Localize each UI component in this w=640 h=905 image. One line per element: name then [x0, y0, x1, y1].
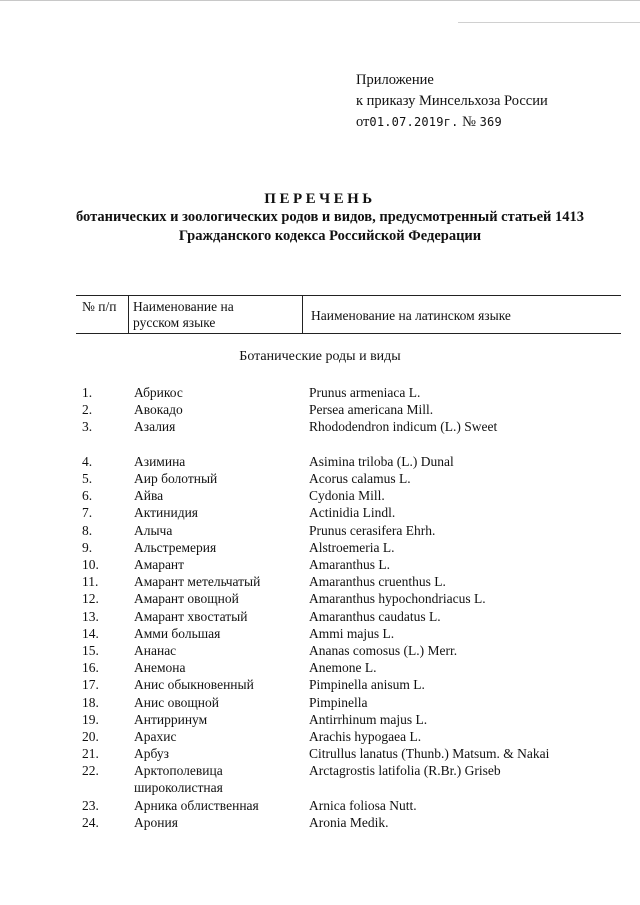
table-row	[0, 676, 640, 693]
row-number: 22.	[82, 763, 99, 779]
row-number: 20.	[82, 728, 99, 744]
row-number: 2.	[82, 402, 93, 418]
row-number: 8.	[82, 522, 93, 538]
row-russian-name: Арника облиственная	[134, 797, 259, 813]
header-ru-label: Наименование на русском языке	[133, 299, 234, 330]
row-latin-name: Citrullus lanatus (Thunb.) Matsum. & Nakai	[309, 746, 550, 762]
section-title: Ботанические роды и виды	[239, 349, 401, 364]
row-number: 4.	[82, 453, 93, 469]
header-num-label: № п/п	[82, 299, 117, 314]
appendix-date-line	[356, 112, 548, 133]
row-russian-name: Актинидия	[134, 505, 199, 521]
row-number: 6.	[82, 488, 93, 504]
table-row	[0, 745, 640, 762]
row-russian-name: Амарант овощной	[134, 591, 239, 607]
appendix-number: 369	[479, 115, 502, 129]
document-subtitle: ботанических и зоологических родов и видов, предусмотренный статьей 1413 Гражданского кодекса Российской Федерации	[75, 209, 584, 244]
header-cell-lat	[303, 296, 621, 333]
row-russian-name: Амарант хвостатый	[134, 608, 248, 624]
row-number: 15.	[82, 642, 99, 658]
row-russian-name: Амми большая	[134, 625, 221, 641]
header-cell-ru	[129, 296, 303, 333]
row-number: 17.	[82, 677, 99, 693]
row-latin-name: Acorus calamus L.	[309, 471, 411, 487]
row-russian-name: Анемона	[134, 660, 186, 676]
row-latin-name: Actinidia Lindl.	[309, 505, 396, 521]
row-latin-name: Persea americana Mill.	[309, 402, 434, 418]
row-latin-name: Amaranthus hypochondriacus L.	[309, 591, 486, 607]
row-russian-name: Анис овощной	[134, 694, 219, 710]
row-russian-name: Альстремерия	[134, 539, 217, 555]
row-latin-name: Asimina triloba (L.) Dunal	[309, 453, 454, 469]
row-latin-name: Arnica foliosa Nutt.	[309, 797, 417, 813]
appendix-date-prefix: от	[356, 114, 370, 130]
row-latin-name: Amaranthus L.	[309, 557, 390, 572]
row-russian-name: Амарант метельчатый	[134, 574, 261, 590]
table-row	[0, 573, 640, 590]
row-latin-name: Arctagrostis latifolia (R.Br.) Griseb	[309, 763, 501, 779]
appendix-order-ref: к приказу Минсельхоза России	[356, 93, 548, 109]
table-row	[0, 694, 640, 711]
table-row	[0, 418, 640, 453]
row-number: 13.	[82, 608, 99, 624]
table-row	[0, 625, 640, 642]
scan-stamp-line	[458, 22, 640, 23]
appendix-date: 01.07.2019г.	[369, 115, 459, 129]
table-row	[0, 797, 640, 814]
table-row	[0, 728, 640, 745]
row-russian-name: Ананас	[134, 642, 177, 658]
table-row	[0, 814, 640, 831]
table-row	[0, 539, 640, 556]
row-russian-name: Антирринум	[134, 711, 208, 727]
row-latin-name: Antirrhinum majus L.	[309, 711, 428, 727]
table-row	[0, 522, 640, 539]
row-number: 1.	[82, 385, 93, 400]
row-number: 18.	[82, 694, 99, 710]
row-number: 21.	[82, 746, 99, 762]
table-row	[0, 470, 640, 487]
row-latin-name: Ammi majus L.	[309, 625, 395, 641]
table-row	[0, 659, 640, 676]
row-russian-name: Алыча	[134, 522, 173, 538]
table-row	[0, 762, 640, 797]
table-row	[0, 556, 640, 573]
row-number: 7.	[82, 505, 93, 521]
row-latin-name: Pimpinella	[309, 694, 368, 710]
row-latin-name: Ananas comosus (L.) Merr.	[309, 642, 458, 658]
row-number: 10.	[82, 557, 99, 572]
row-latin-name: Arachis hypogaea L.	[309, 728, 422, 744]
row-russian-name: Амарант	[134, 557, 185, 572]
row-latin-name: Anemone L.	[309, 660, 377, 676]
header-lat-label: Наименование на латинском языке	[311, 308, 511, 323]
row-latin-name: Cydonia Mill.	[309, 488, 385, 504]
appendix-block	[356, 70, 548, 133]
row-latin-name: Amaranthus caudatus L.	[309, 608, 441, 624]
table-row	[0, 642, 640, 659]
table-row	[0, 453, 640, 470]
appendix-number-sign: №	[462, 114, 476, 130]
row-latin-name: Prunus armeniaca L.	[309, 385, 421, 400]
species-list	[0, 384, 640, 831]
header-cell-num	[76, 296, 129, 333]
row-number: 5.	[82, 471, 93, 487]
row-number: 3.	[82, 419, 93, 435]
row-russian-name: Арония	[134, 814, 178, 830]
table-header	[76, 295, 621, 334]
row-number: 16.	[82, 660, 99, 676]
row-latin-name: Pimpinella anisum L.	[309, 677, 425, 693]
table-row	[0, 401, 640, 418]
row-latin-name: Rhododendron indicum (L.) Sweet	[309, 419, 498, 435]
table-row	[0, 384, 640, 401]
row-number: 19.	[82, 711, 99, 727]
document-title: ПЕРЕЧЕНЬ	[264, 191, 376, 207]
appendix-label: Приложение	[356, 72, 434, 88]
row-latin-name: Aronia Medik.	[309, 814, 389, 830]
row-number: 9.	[82, 539, 93, 555]
row-russian-name: Арбуз	[134, 746, 169, 762]
row-russian-name: Авокадо	[134, 402, 183, 418]
table-row	[0, 590, 640, 607]
row-number: 11.	[82, 574, 99, 590]
table-row	[0, 504, 640, 521]
table-row	[0, 487, 640, 504]
row-number: 24.	[82, 814, 99, 830]
row-russian-name: Азалия	[134, 419, 176, 435]
row-russian-name: Азимина	[134, 453, 186, 469]
table-row	[0, 608, 640, 625]
row-russian-name: Абрикос	[134, 385, 183, 400]
row-number: 14.	[82, 625, 99, 641]
row-russian-name: Арахис	[134, 728, 177, 744]
row-number: 12.	[82, 591, 99, 607]
table-row	[0, 711, 640, 728]
row-russian-name: Арктополевица широколистная	[134, 763, 223, 796]
row-latin-name: Prunus cerasifera Ehrh.	[309, 522, 436, 538]
row-russian-name: Анис обыкновенный	[134, 677, 254, 693]
scan-top-edge	[0, 0, 640, 1]
row-russian-name: Аир болотный	[134, 471, 218, 487]
row-latin-name: Alstroemeria L.	[309, 539, 395, 555]
row-latin-name: Amaranthus cruenthus L.	[309, 574, 446, 590]
row-russian-name: Айва	[134, 488, 164, 504]
row-number: 23.	[82, 797, 99, 813]
